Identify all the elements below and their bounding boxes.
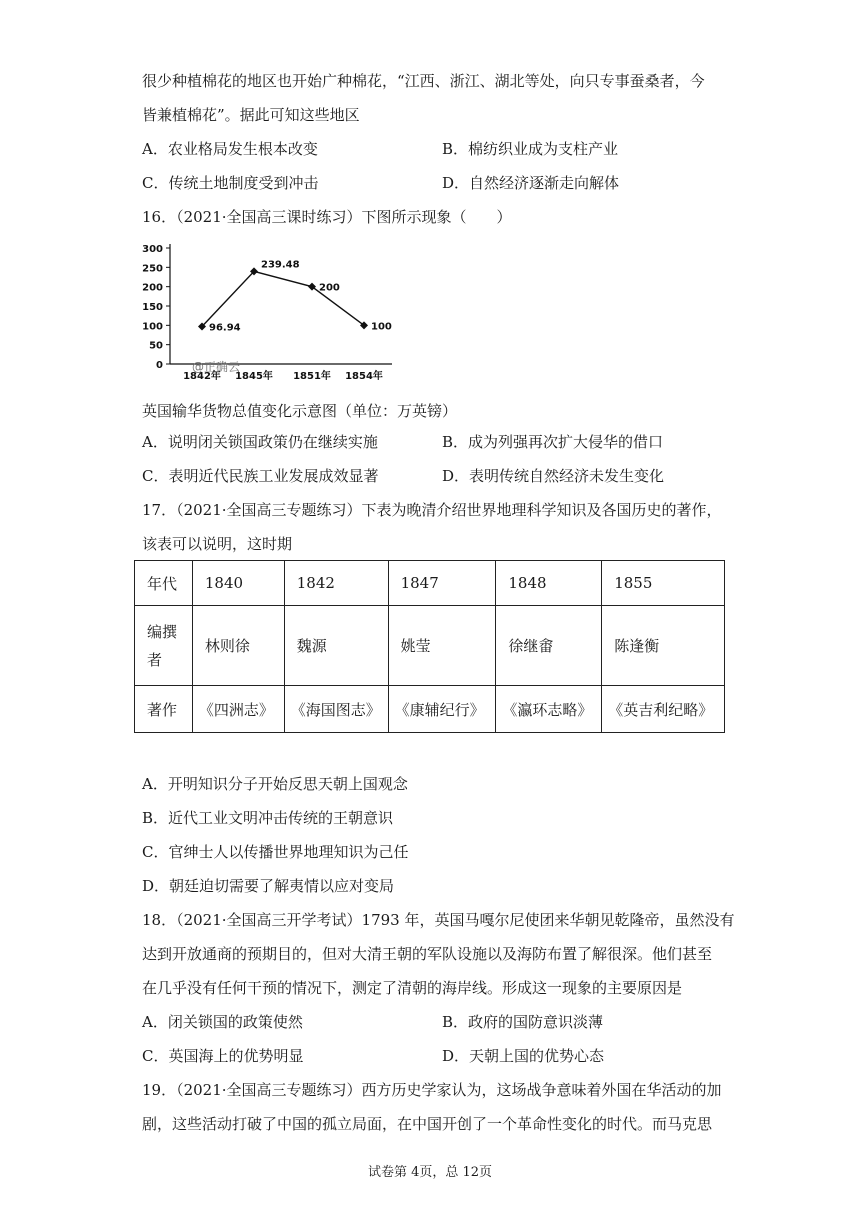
table-row-works (135, 686, 725, 733)
q17-stem-line-1: 17．（2021·全国高三专题练习）下表为晚清介绍世界地理科学知识及各国历史的著作， (142, 501, 722, 519)
y-tick-label: 0 (156, 360, 163, 371)
q17-works-table (134, 560, 725, 733)
table-cell: 《瀛环志略》 (496, 686, 602, 733)
q15-stem-line-1: 很少种植棉花的地区也开始广种棉花，“江西、浙江、湖北等处，向只专事蚕桑者，今 (142, 72, 705, 90)
data-label: 96.94 (209, 322, 241, 334)
q18-stem-line-3: 在几乎没有任何干预的情况下，测定了清朝的海岸线。形成这一现象的主要原因是 (142, 979, 683, 997)
y-tick-label: 300 (142, 244, 163, 255)
table-cell: 1848 (496, 561, 602, 606)
table-cell: 1842 (284, 561, 388, 606)
q16-option-c: C．表明近代民族工业发展成效显著 (142, 467, 379, 485)
author-label-line-1: 编撰 (147, 622, 178, 641)
x-tick-label: 1842年 (183, 371, 221, 382)
chart-watermark: @正确云 (192, 360, 241, 374)
table-row-year (135, 561, 725, 606)
data-label: 200 (319, 282, 340, 294)
q15-option-a: A．农业格局发生根本改变 (142, 140, 318, 158)
table-cell (135, 606, 193, 686)
y-tick-label: 200 (142, 282, 163, 294)
x-tick-label: 1851年 (293, 371, 331, 382)
data-label: 100 (371, 321, 392, 333)
q17-option-d: D．朝廷迫切需要了解夷情以应对变局 (142, 877, 395, 895)
table-cell: 1847 (388, 561, 496, 606)
q17-option-c: C．官绅士人以传播世界地理知识为己任 (142, 843, 409, 861)
q18-stem-line-2: 达到开放通商的预期目的，但对大清王朝的军队设施以及海防布置了解很深。他们甚至 (142, 945, 713, 963)
y-tick-label: 100 (142, 321, 163, 333)
table-cell: 1855 (602, 561, 725, 606)
q17-option-b: B．近代工业文明冲击传统的王朝意识 (142, 809, 394, 827)
q16-stem: 16．（2021·全国高三课时练习）下图所示现象（ ） (142, 208, 512, 226)
q16-chart-caption: 英国输华货物总值变化示意图（单位：万英镑） (142, 402, 458, 420)
table-cell: 1840 (192, 561, 284, 606)
x-tick-label: 1854年 (345, 371, 383, 382)
q16-option-b: B．成为列强再次扩大侵华的借口 (442, 433, 664, 451)
table-row-author (135, 606, 725, 686)
q15-stem-line-2: 皆兼植棉花”。据此可知这些地区 (142, 106, 360, 124)
data-label: 239.48 (261, 259, 300, 271)
q16-option-d: D．表明传统自然经济未发生变化 (442, 467, 665, 485)
q18-option-d: D．天朝上国的优势心态 (442, 1047, 605, 1065)
q15-option-b: B．棉纺织业成为支柱产业 (442, 140, 619, 158)
page-footer: 试卷第 4页，总 12页 (367, 1165, 493, 1180)
q18-stem-line-1: 18．（2021·全国高三开学考试）1793 年，英国马嘎尔尼使团来华朝见乾隆帝，虽然没有 (142, 911, 735, 929)
q17-option-a: A．开明知识分子开始反思天朝上国观念 (142, 775, 408, 793)
q18-option-a: A．闭关锁国的政策使然 (142, 1013, 303, 1031)
q18-option-b: B．政府的国防意识淡薄 (442, 1013, 604, 1031)
table-cell: 陈逢衡 (602, 606, 725, 686)
y-axis (142, 244, 170, 371)
series-line (202, 271, 364, 326)
q17-stem-line-2: 该表可以说明，这时期 (142, 535, 293, 553)
y-tick-label: 50 (149, 340, 163, 352)
q19-stem-line-1: 19．（2021·全国高三专题练习）西方历史学家认为，这场战争意味着外国在华活动的加 (142, 1081, 722, 1099)
q18-option-c: C．英国海上的优势明显 (142, 1047, 304, 1065)
q16-option-a: A．说明闭关锁国政策仍在继续实施 (142, 433, 378, 451)
table-cell: 著作 (135, 686, 193, 733)
y-tick-label: 150 (142, 302, 163, 313)
table-cell: 《海国图志》 (284, 686, 388, 733)
table-cell: 《康辅纪行》 (388, 686, 496, 733)
table-cell: 徐继畬 (496, 606, 602, 686)
q15-option-d: D．自然经济逐渐走向解体 (442, 174, 620, 192)
table-cell: 《英吉利纪略》 (602, 686, 725, 733)
table-cell: 姚莹 (388, 606, 496, 686)
table-cell: 年代 (135, 561, 193, 606)
table-cell: 魏源 (284, 606, 388, 686)
q15-option-c: C．传统土地制度受到冲击 (142, 174, 319, 192)
export-value-line-chart (142, 238, 402, 386)
q19-stem-line-2: 剧，这些活动打破了中国的孤立局面，在中国开创了一个革命性变化的时代。而马克思 (142, 1115, 713, 1133)
y-tick-label: 250 (142, 263, 163, 275)
x-tick-label: 1845年 (235, 371, 273, 382)
table-cell: 《四洲志》 (192, 686, 284, 733)
table-cell: 林则徐 (192, 606, 284, 686)
author-label-line-2: 者 (147, 650, 163, 669)
data-points (198, 259, 392, 333)
